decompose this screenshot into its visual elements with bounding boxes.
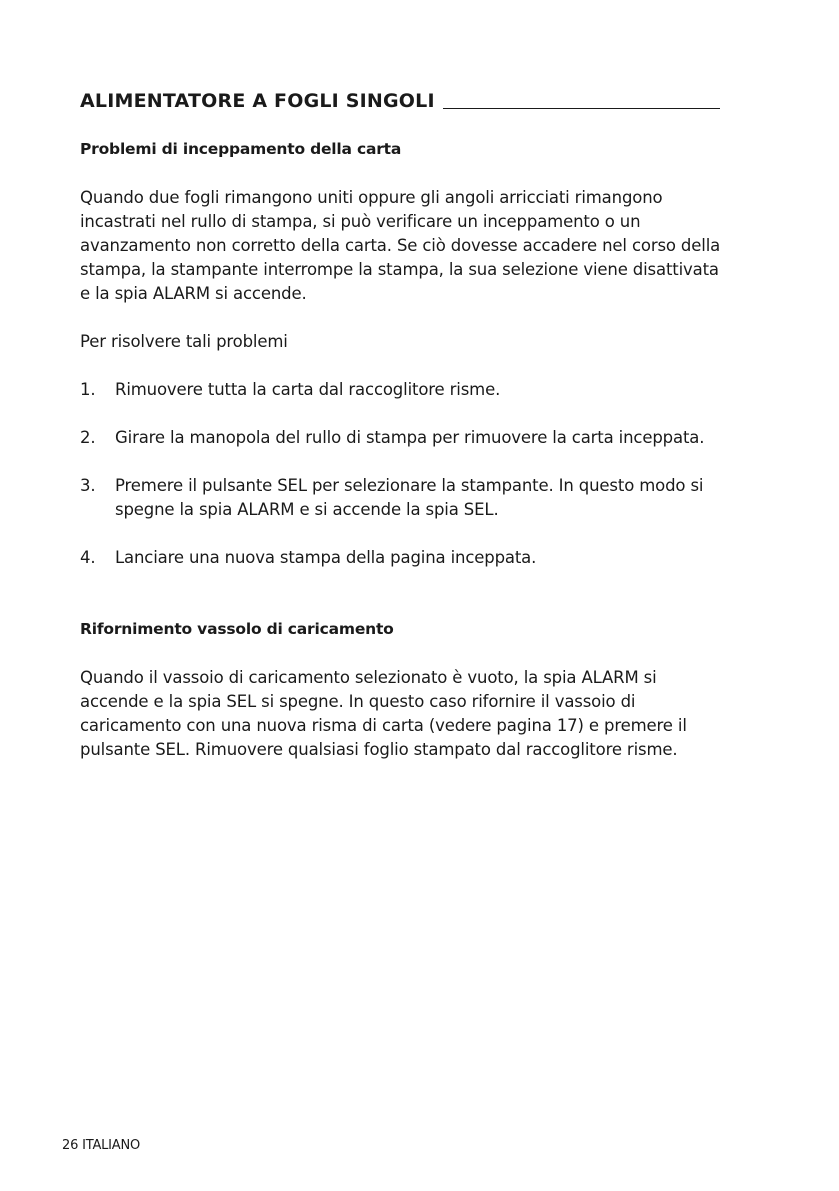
list-item xyxy=(80,546,730,570)
step-text: Lanciare una nuova stampa della pagina inceppata. xyxy=(115,548,537,567)
solution-steps xyxy=(80,378,730,594)
step-text: Girare la manopola del rullo di stampa per rimuovere la carta inceppata. xyxy=(115,428,705,447)
section-title-tray-refill: Rifornimento vassolo di caricamento xyxy=(80,620,394,638)
page-footer: 26 ITALIANO xyxy=(62,1138,141,1153)
heading-row xyxy=(80,88,720,114)
list-item xyxy=(80,378,730,402)
section-title-paper-jam: Problemi di inceppamento della carta xyxy=(80,140,402,158)
page-heading: ALIMENTATORE A FOGLI SINGOLI xyxy=(80,90,435,112)
list-item xyxy=(80,474,730,522)
step-number: 1. xyxy=(80,380,96,399)
step-number: 4. xyxy=(80,548,96,567)
paper-jam-paragraph: Quando due fogli rimangono uniti oppure gli angoli arricciati rimangono incastrati nel rullo di stampa, si può verificare un inceppamento o un avanzamento non corretto della carta. Se ciò dovesse accadere nel corso della stampa, la stampante interrompe la stampa, la sua selezione viene disattivata e la spia ALARM si accende. xyxy=(80,188,721,303)
tray-refill-paragraph: Quando il vassoio di caricamento selezionato è vuoto, la spia ALARM si accende e la spia SEL si spegne. In questo caso rifornire il vassoio di caricamento con una nuova risma di carta (vedere pagina 17) e premere il pulsante SEL. Rimuovere qualsiasi foglio stampato dal raccoglitore risme. xyxy=(80,668,687,759)
step-text: Premere il pulsante SEL per selezionare la stampante. In questo modo si spegne la spia ALARM e si accende la spia SEL. xyxy=(115,476,704,519)
step-text: Rimuovere tutta la carta dal raccoglitore risme. xyxy=(115,380,501,399)
step-number: 2. xyxy=(80,428,96,447)
solution-intro: Per risolvere tali problemi xyxy=(80,332,288,351)
list-item xyxy=(80,426,730,450)
heading-rule xyxy=(443,108,720,109)
step-number: 3. xyxy=(80,476,96,495)
